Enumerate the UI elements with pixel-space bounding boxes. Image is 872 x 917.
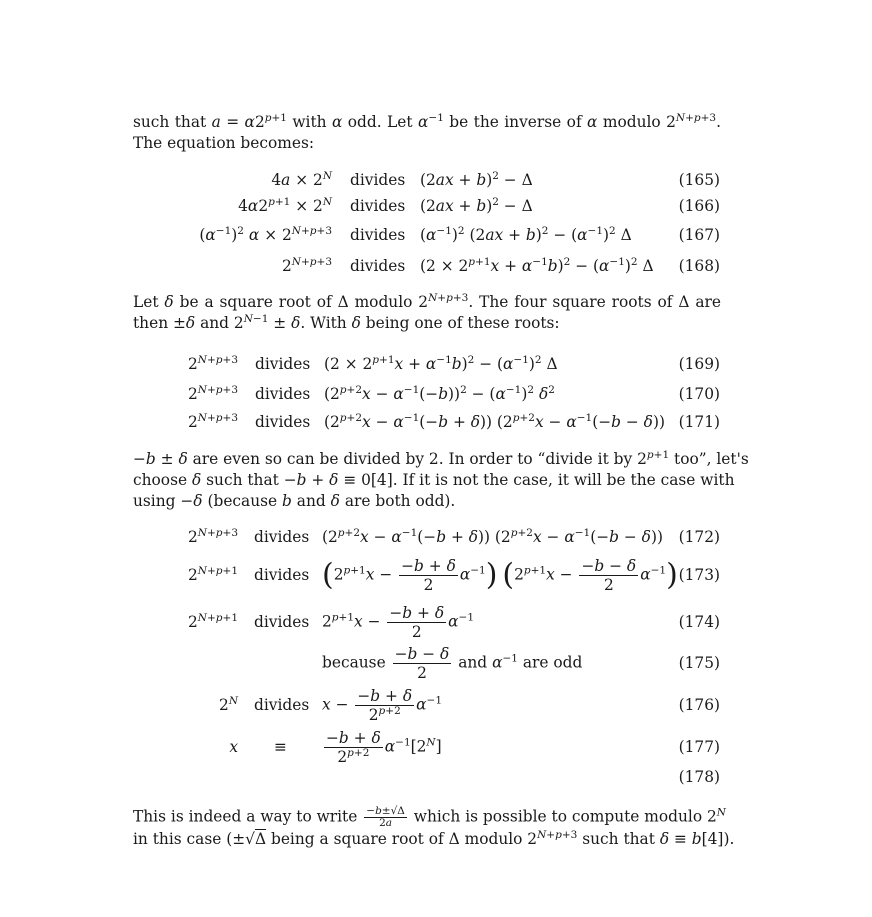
equation-175-rhs: because $\frac{-b - \delta}{2}$ and $\alpha^{-1}$ are odd bbox=[322, 644, 583, 682]
equation-168-relation: divides bbox=[350, 257, 406, 275]
equation-172 bbox=[0, 525, 872, 549]
equation-173-lhs: $2^{N+p+1}$ bbox=[187, 565, 238, 584]
paragraph-intro bbox=[133, 112, 721, 154]
equation-167 bbox=[0, 223, 872, 247]
equation-176-relation: divides bbox=[254, 696, 310, 714]
equation-165-rhs: $(2ax + b)^2 - \Delta$ bbox=[420, 170, 533, 189]
equation-172-lhs: $2^{N+p+3}$ bbox=[187, 527, 238, 546]
paragraph-divide-line-1: −b ± δ are even so can be divided by 2. In order to “divide it by $2^{p+1}$ too”, let's bbox=[133, 449, 749, 468]
equation-170-rhs: $(2^{p+2}x - \alpha^{-1}(-b))^2 - (\alpha^{-1})^2$ $\delta^2$ bbox=[324, 384, 555, 403]
equation-170-lhs: $2^{N+p+3}$ bbox=[187, 384, 238, 403]
equation-169 bbox=[0, 352, 872, 376]
equation-number-178: (178) bbox=[678, 768, 720, 786]
equation-177-lhs: x bbox=[229, 738, 238, 756]
paragraph-conclusion-line-2: in this case (±√Δ being a square root of Δ modulo $2^{N+p+3}$ such that δ ≡ b[4]). bbox=[133, 829, 735, 848]
equation-171-rhs: $(2^{p+2}x - \alpha^{-1}(-b + \delta)) (2^{p+2}x - \alpha^{-1}(-b - \delta))$ bbox=[324, 412, 665, 431]
paragraph-divide-line-2: choose δ such that −b + δ ≡ 0[4]. If it is not the case, it will be the case with bbox=[133, 471, 735, 489]
equation-177-relation: ≡ bbox=[274, 738, 287, 756]
equation-169-lhs: $2^{N+p+3}$ bbox=[187, 354, 238, 373]
equation-number-170: (170) bbox=[678, 385, 720, 403]
equation-175-because: because bbox=[322, 653, 386, 671]
equation-168-rhs: $(2 \times 2^{p+1}x + \alpha^{-1}b)^2 - (\alpha^{-1})^2$ Δ bbox=[420, 256, 654, 275]
equation-168-lhs: $2^{N+p+3}$ bbox=[281, 256, 332, 275]
equation-number-174: (174) bbox=[678, 613, 720, 631]
paragraph-conclusion-line-1: This is indeed a way to write $\frac{-b\pm√\Delta}{2a}$ which is possible to compute modulo $2^N$ bbox=[133, 805, 726, 829]
equation-166-lhs: $4\alpha 2^{p+1} \times 2^N$ bbox=[238, 196, 332, 215]
equation-170-relation: divides bbox=[255, 385, 311, 403]
equation-number-169: (169) bbox=[678, 355, 720, 373]
paragraph-roots bbox=[133, 292, 721, 334]
equation-166-relation: divides bbox=[350, 197, 406, 215]
equation-177 bbox=[0, 725, 872, 769]
equation-171 bbox=[0, 410, 872, 434]
equation-171-lhs: $2^{N+p+3}$ bbox=[187, 412, 238, 431]
equation-176-rhs: x − $\frac{-b + \delta}{2^{p+2}}$ $\alpha^{-1}$ bbox=[322, 686, 442, 724]
equation-number-176: (176) bbox=[678, 696, 720, 714]
equation-166 bbox=[0, 194, 872, 218]
equation-177-rhs: $\frac{-b + \delta}{2^{p+2}}$ $\alpha^{-1}[2^N]$ bbox=[326, 728, 442, 766]
paragraph-divide-line-3: using −δ (because b and δ are both odd). bbox=[133, 492, 456, 510]
equation-171-relation: divides bbox=[255, 413, 311, 431]
equation-176-lhs: $2^N$ bbox=[219, 695, 238, 714]
equation-169-relation: divides bbox=[255, 355, 311, 373]
equation-174-lhs: $2^{N+p+1}$ bbox=[187, 612, 238, 631]
equation-number-177: (177) bbox=[678, 738, 720, 756]
equation-172-rhs: $(2^{p+2}x - \alpha^{-1}(-b + \delta)) (2^{p+2}x - \alpha^{-1}(-b - \delta))$ bbox=[322, 527, 663, 546]
equation-174-rhs: $2^{p+1}x$ − $\frac{-b + \delta}{2}$ $\alpha^{-1}$ bbox=[322, 603, 475, 641]
paragraph-intro-line-1: such that $a = \alpha 2^{p+1}$ with α odd. Let $\alpha^{-1}$ be the inverse of α modulo $2^{N+p+3}$. bbox=[133, 112, 721, 131]
equation-170 bbox=[0, 382, 872, 406]
paragraph-intro-line-2: The equation becomes: bbox=[133, 134, 315, 152]
equation-167-relation: divides bbox=[350, 226, 406, 244]
equation-number-166: (166) bbox=[678, 197, 720, 215]
paragraph-conclusion bbox=[133, 805, 735, 850]
equation-173-relation: divides bbox=[254, 566, 310, 584]
equation-173 bbox=[0, 553, 872, 597]
paragraph-divide bbox=[133, 449, 749, 512]
equation-168 bbox=[0, 254, 872, 278]
equation-169-rhs: $(2 \times 2^{p+1}x + \alpha^{-1}b)^2 - (\alpha^{-1})^2$ Δ bbox=[324, 354, 558, 373]
equation-172-relation: divides bbox=[254, 528, 310, 546]
equation-174-relation: divides bbox=[254, 613, 310, 631]
equation-number-168: (168) bbox=[678, 257, 720, 275]
equation-166-rhs: $(2ax + b)^2 - \Delta$ bbox=[420, 196, 533, 215]
equation-176 bbox=[0, 683, 872, 727]
equation-165-lhs: $4a \times 2^N$ bbox=[271, 170, 332, 189]
equation-number-175: (175) bbox=[678, 654, 720, 672]
equation-number-167: (167) bbox=[678, 226, 720, 244]
paragraph-roots-line-2: then ±δ and $2^{N-1} \pm \delta$. With δ being one of these roots: bbox=[133, 313, 560, 332]
equation-167-rhs: $(\alpha^{-1})^2$ $(2ax + b)^2 - (\alpha^{-1})^2$ Δ bbox=[420, 225, 632, 244]
equation-number-171: (171) bbox=[678, 413, 720, 431]
equation-167-lhs: $(\alpha^{-1})^2$ $\alpha \times 2^{N+p+3}$ bbox=[199, 225, 332, 244]
equation-174 bbox=[0, 600, 872, 644]
equation-165-relation: divides bbox=[350, 171, 406, 189]
equation-173-rhs: ($2^{p+1}x$ − $\frac{-b + \delta}{2}$ $\alpha^{-1}$) ($2^{p+1}x$ − $\frac{-b - \delta}{2}$ $\alpha^{-1}$) bbox=[322, 556, 678, 594]
equation-178 bbox=[0, 765, 872, 789]
equation-number-173: (173) bbox=[678, 566, 720, 584]
equation-165 bbox=[0, 168, 872, 192]
equation-number-165: (165) bbox=[678, 171, 720, 189]
paragraph-roots-line-1: Let δ be a square root of Δ modulo $2^{N+p+3}$. The four square roots of Δ are bbox=[133, 292, 722, 311]
equation-175 bbox=[0, 641, 872, 685]
equation-number-172: (172) bbox=[678, 528, 720, 546]
